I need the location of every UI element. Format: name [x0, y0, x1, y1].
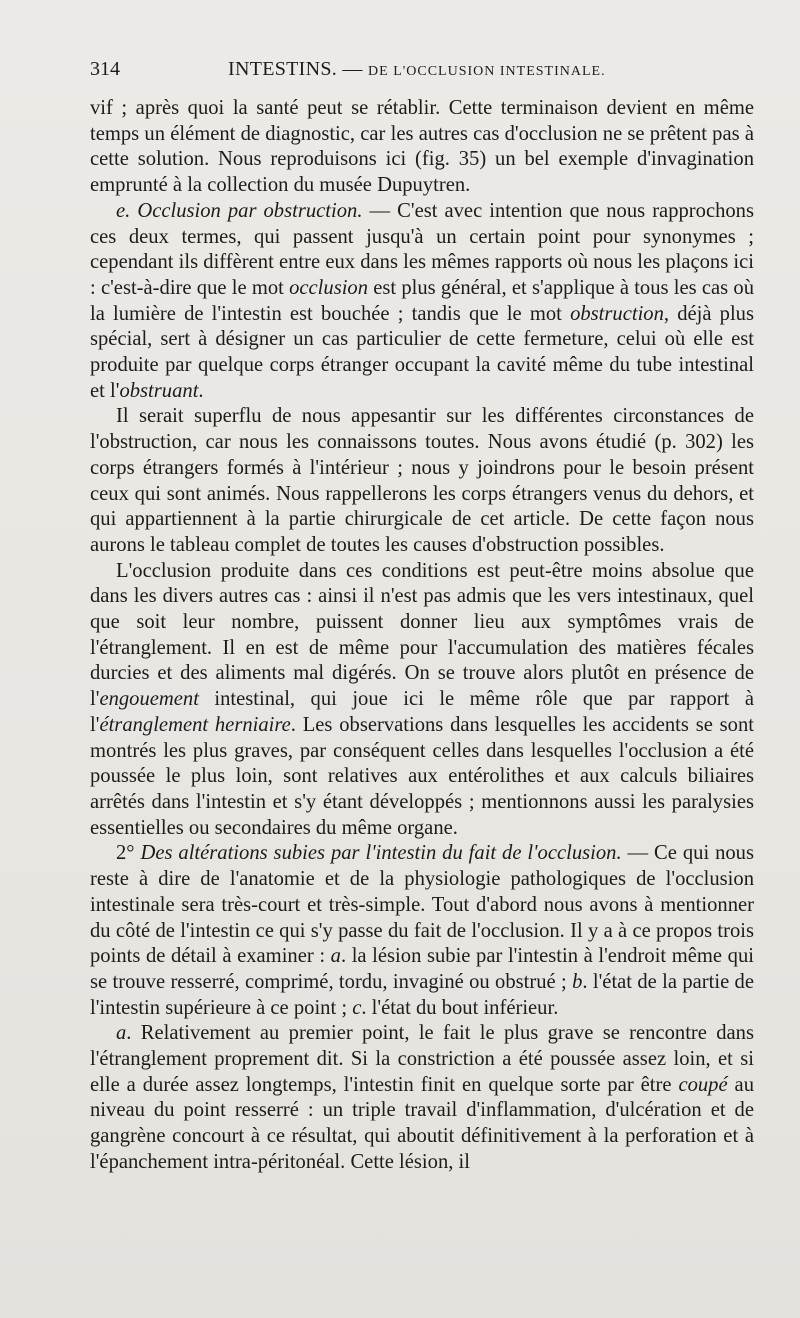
- text-run: . l'état de la partie de l'intestin supérieure à ce point ;: [90, 970, 754, 1019]
- text-run: est plus général, et s'applique à tous les cas où la lumière de l'intestin est bouchée ; tandis que le mot: [90, 276, 754, 325]
- text-run: .: [198, 379, 204, 402]
- page-header: [90, 58, 762, 88]
- italic-run: obstruant: [119, 379, 199, 402]
- text-run: 2°: [116, 842, 141, 865]
- text-run: vif ; après quoi la santé peut se rétablir. Cette terminaison devient en même temps un élément de diagnostic, car les autres cas d'occlusion ne se prêtent pas à cette solution. Nous reproduisons ici (fig. 35) un bel exemple d'invagination emprunté à la collection du musée Dupuytren.: [90, 97, 754, 197]
- text-run: intestinal, qui joue ici le même rôle que par rapport à l': [90, 688, 754, 736]
- italic-run: c: [352, 996, 362, 1019]
- text-run: . la lésion subie par l'intestin à l'endroit même qui se trouve resserré, comprimé, tordu, invaginé ou obstrué ;: [90, 945, 754, 993]
- running-head-subtitle: DE L'OCCLUSION INTESTINALE.: [368, 64, 606, 79]
- running-head-main: INTESTINS. —: [228, 58, 363, 80]
- italic-run: obstruction: [570, 302, 664, 325]
- italic-run: Des altérations subies par l'intestin du fait de l'occlusion.: [140, 842, 622, 865]
- text-run: . l'état du bout inférieur.: [361, 996, 559, 1019]
- paragraph: [90, 1021, 754, 1175]
- text-run: , déjà plus spécial, sert à désigner un cas particulier de cette fermeture, celui où elle est produite par quelque corps étranger occupant la cavité même du tube intestinal et l': [90, 302, 754, 402]
- text-run: L'occlusion produite dans ces conditions est peut-être moins absolue que dans les divers autres cas : ainsi il n'est pas admis que les vers intestinaux, quel que soit leur nombre, puissent donner lieu aux symptômes vrais de l'étranglement. Il en est de même pour l'accumulation des matières fécales durcies et des aliments mal digérés. On se trouve alors plutôt en présence de l': [90, 559, 754, 711]
- running-head: [228, 58, 606, 81]
- page-number: 314: [90, 58, 120, 80]
- paragraph: [90, 199, 754, 405]
- italic-run: b: [572, 970, 583, 993]
- text-run: . Relativement au premier point, le fait le plus grave se rencontre dans l'étranglement proprement dit. Si la constriction a été poussée assez loin, et si elle a durée assez longtemps, l'intestin finit en quelque sorte par être: [90, 1022, 754, 1096]
- italic-run: a: [116, 1022, 127, 1045]
- italic-run: engouement: [99, 688, 199, 711]
- paragraph: [90, 559, 754, 842]
- text-run: — C'est avec intention que nous rapprochons ces deux termes, qui passent jusqu'à un certain point pour synonymes ; cependant ils diffèrent entre eux dans les mêmes rapports où nous les plaçons ici : c'est-à-dire que le mot: [90, 199, 754, 299]
- text-run: au niveau du point resserré : un triple travail d'inflammation, d'ulcération et de gangrène concourt à ce résultat, qui aboutit définitivement à la perforation et à l'épanchement intra-péritonéal. Cette lésion, il: [90, 1073, 754, 1173]
- paragraph: [90, 841, 754, 1021]
- italic-run: occlusion: [289, 276, 369, 299]
- text-run: . Les observations dans lesquelles les accidents se sont montrés les plus graves, par conséquent celles dans lesquelles l'occlusion a été poussée le plus loin, sont relatives aux entérolithes et aux calculs biliaires arrêtés dans l'intestin et s'y étant développés ; mentionnons aussi les paralysies essentielles ou secondaires du même organe.: [90, 713, 754, 839]
- italic-run: a: [330, 945, 341, 968]
- text-run: Il serait superflu de nous appesantir sur les différentes circonstances de l'obstruction, car nous les connaissons toutes. Nous avons étudié (p. 302) les corps étrangers formés à l'intérieur ; nous y joindrons pour le besoin présent ceux qui sont animés. Nous rappellerons les corps étrangers venus du dehors, et qui appartiennent à la partie chirurgicale de cet article. De cette façon nous aurons le tableau complet de toutes les causes d'obstruction possibles.: [90, 405, 754, 556]
- text-run: — Ce qui nous reste à dire de l'anatomie et de la physiologie pathologiques de l'occlusion intestinale sera très-court et très-simple. Tout d'abord nous avons à mentionner du côté de l'intestin ce qui s'y passe du fait de l'occlusion. Il y a à ce propos trois points de détail à examiner :: [90, 842, 754, 968]
- paragraph: [90, 404, 754, 558]
- italic-run: e. Occlusion par obstruction.: [116, 199, 363, 222]
- paragraph: [90, 96, 754, 199]
- body-text: [90, 96, 754, 1176]
- italic-run: étranglement herniaire: [99, 713, 291, 736]
- italic-run: coupé: [678, 1073, 728, 1096]
